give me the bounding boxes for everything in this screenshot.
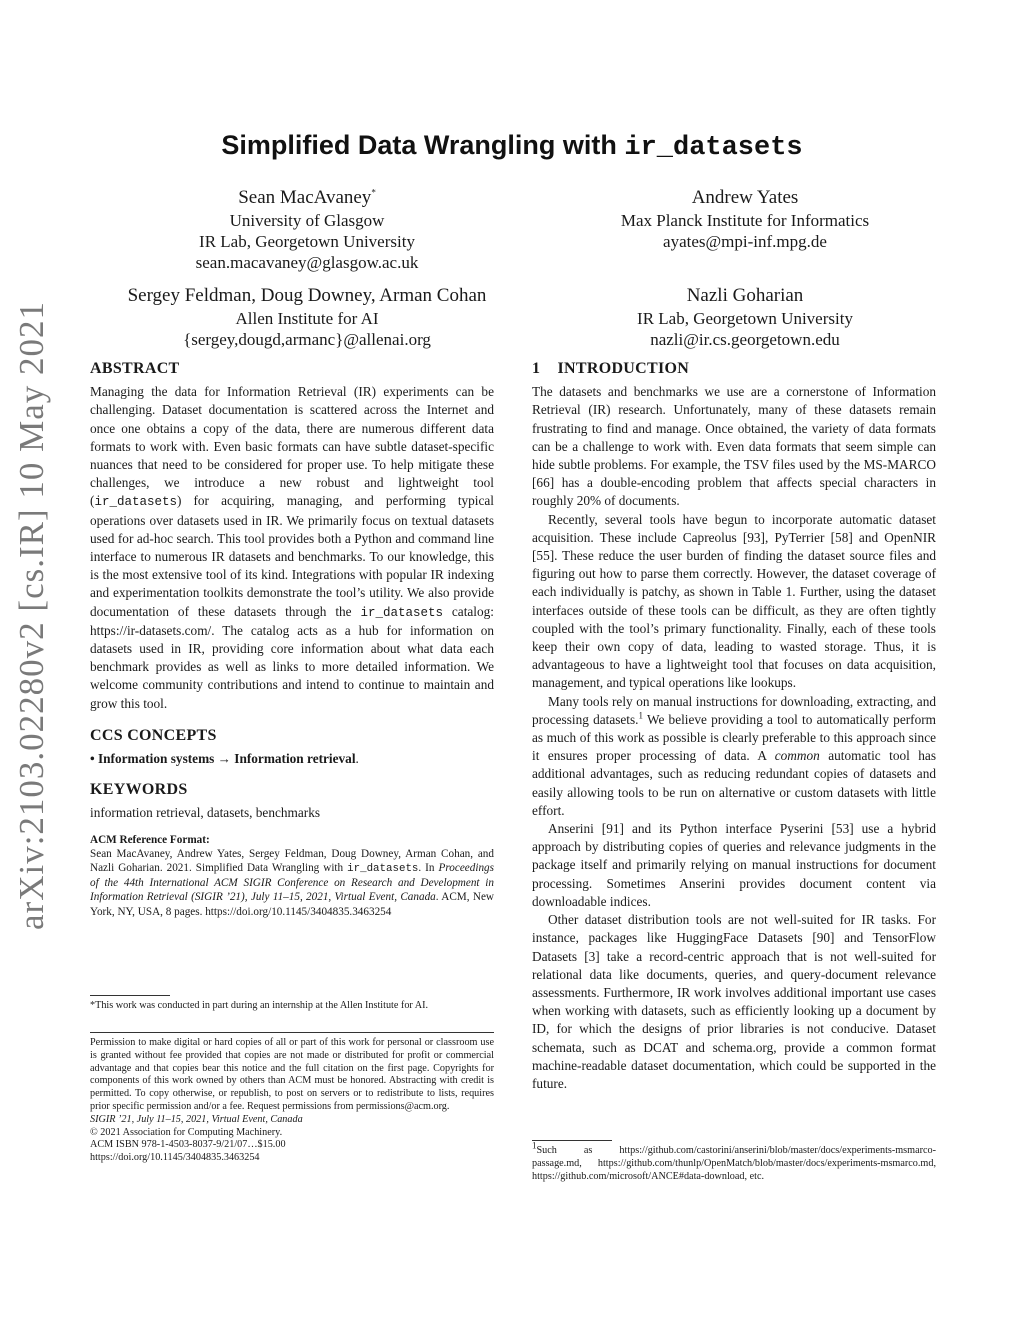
isbn-line: ACM ISBN 978-1-4503-8037-9/21/07…$15.00 [90,1139,286,1151]
footnote-rule [90,995,170,996]
permission-rule [90,1032,494,1033]
author-block-goharian [560,284,930,350]
intro-paragraph: Other dataset distribution tools are not well-suited for IR tasks. For instance, packages like HuggingFace Datasets [90] and TensorFlow Datasets [3] take a record-centric approach that is not well-suited for relational data like documents, queries, and query-document relevance assessments. Furthermore, IR work involves additional important use cases when working with datasets, such as efficiently looking up a document by ID, for which the designs of prior libraries is not conducive. Dataset schemata, such as DCAT and schema.org, provide a common format machine-readable dataset documentation, which could be supported in the future. [532,912,936,1091]
acm-reference-heading: ACM Reference Format: [90,833,210,846]
author-name: Andrew Yates [691,187,799,208]
author-block-macavaney [122,186,492,273]
author-email: sean.macavaney@glasgow.ac.uk [195,253,419,272]
author-affiliation: IR Lab, Georgetown University [199,232,415,251]
author-email: ayates@mpi-inf.mpg.de [663,232,827,251]
footnote-internship: *This work was conducted in part during an internship at the Allen Institute for AI. [90,1000,429,1011]
author-footnote-mark: * [371,187,376,198]
ccs-heading: CCS CONCEPTS [90,726,217,744]
footnote-rule [532,1140,612,1141]
intro-paragraph: Many tools rely on manual instructions for downloading, extracting, and processing datasets.$^1$ We believe providing a tool to automatically perform as much of this work as possible is clearly preferable to this approach since it ensures proper processing of data. A common automatic tool has additional advantages, such as reducing redundant copies of datasets and easily allowing tools to be run on alternative or custom datasets with little effort. [532,693,937,818]
author-affiliation: Max Planck Institute for Informatics [620,211,870,230]
permission-text: Permission to make digital or hard copies of all or part of this work for personal or classroom use is granted without fee provided that copies are not made or distributed for profit or commercial advantage and that copies bear this notice and the full citation on the first page. Copyrights for components of this work owned by others than ACM must be honored. Abstracting with credit is permitted. To copy otherwise, or republish, to post on servers or to redistribute to lists, requires prior specific permission and/or a fee. Request permissions from permissions@acm.org. [90,1037,494,1112]
copyright-line: © 2021 Association for Computing Machinery. [90,1126,283,1138]
permission-block [90,1037,494,1165]
intro-paragraph: Anserini [91] and its Python interface Pyserini [53] use a hybrid approach by distributing copies of queries and relevance judgments in the package itself and primarily relying on manual instructions for document processing. Sometimes Anserini provides document content via downloadable indices. [532,821,936,909]
arxiv-identifier: arXiv:2103.02280v2 [cs.IR] 10 May 2021 [12,300,51,930]
author-affiliation: Allen Institute for AI [235,309,379,328]
author-affiliation: IR Lab, Georgetown University [637,309,853,328]
abstract-heading: ABSTRACT [90,360,180,377]
author-name: Sean MacAvaney [238,187,372,208]
conference-line: SIGIR ’21, July 11–15, 2021, Virtual Event, Canada [90,1113,303,1125]
author-affiliation: University of Glasgow [229,211,385,230]
author-name: Sergey Feldman, Doug Downey, Arman Cohan [127,285,487,306]
ccs-text: • Information systems → Information retrieval. [90,751,359,767]
left-column [90,360,494,919]
abstract-text: Managing the data for Information Retrieval (IR) experiments can be challenging. Dataset documentation is scattered across the Internet and once one obtains a copy of the data, there are numerous different data formats to work with. Even basic formats can have subtle dataset-specific nuances that need to be considered for proper use. To help mitigate these challenges, we introduce a new robust and lightweight tool (ir_datasets) for acquiring, managing, and performing typical operations over datasets used in IR. We primarily focus on textual datasets used for ad-hoc search. This tool provides both a Python and command line interface to numerous IR datasets and benchmarks. To our knowledge, this is the most extensive tool of its kind. Integrations with popular IR indexing and experimentation toolkits demonstrate the tool’s utility. We also provide documentation of these datasets through the ir_datasets catalog: https://ir-datasets.com/. The catalog acts as a hub for information on datasets used in IR, providing core information about what data each benchmark provides as well as links to more detailed information. We welcome community contributions and intend to continue to maintain and grow this tool. [90,384,494,711]
author-block-yates [560,186,930,252]
acm-reference-text: Sean MacAvaney, Andrew Yates, Sergey Feldman, Doug Downey, Arman Cohan, and Nazli Goharian. 2021. Simplified Data Wrangling with ir_datasets. In Proceedings of the 44th International ACM SIGIR Conference on Research and Development in Information Retrieval (SIGIR ’21), July 11–15, 2021, Virtual Event, Canada. ACM, New York, NY, USA, 8 pages. https://doi.org/10.1145/3404835.3463254 [90,847,494,918]
doi-line: https://doi.org/10.1145/3404835.3463254 [90,1152,260,1164]
footnote-ref: 1 [638,710,643,721]
title-code: ir_datasets [624,133,803,163]
footnote-1: $^1$Such as https://github.com/castorini/anserini/blob/master/docs/experiments-msmarco-passage.md, https://github.com/thunlp/OpenMatch/blob/master/docs/experiments-msmarco.md, https://github.com/microsoft/ANCE#data-download, etc. [532,1140,936,1182]
introduction-heading: 1 INTRODUCTION [532,360,690,377]
title-text: Simplified Data Wrangling with [221,130,625,160]
keywords-text: information retrieval, datasets, benchmarks [90,805,321,821]
keywords-heading: KEYWORDS [90,781,188,799]
author-block-allen [92,284,522,350]
intro-paragraph: Recently, several tools have begun to incorporate automatic dataset acquisition. These include Capreolus [93], PyTerrier [58] and OpenNIR [55]. These reduce the user burden of finding the dataset source files and figuring out how to parse them correctly. However, the dataset coverage of each individually is patchy, as shown in Table 1. Further, using the dataset interfaces outside of these tools can be difficult, as they are often tightly coupled with the tool’s primary functionality. Finally, each of these tools keep their own copy of data, leading to wasted storage. Thus, it is advantageous to have a lightweight tool that focuses on data acquisition, management, and typical operations like lookups. [532,511,936,691]
right-column [532,360,936,1093]
author-email: nazli@ir.cs.georgetown.edu [650,330,840,349]
author-email: {sergey,dougd,armanc}@allenai.org [183,330,431,349]
paper-title [60,130,964,163]
author-name: Nazli Goharian [686,285,804,306]
intro-paragraph: The datasets and benchmarks we use are a cornerstone of Information Retrieval (IR) research. Unfortunately, many of these datasets remain frustrating to find and manage. Once obtained, the variety of data formats can be a challenge to work with. Even data formats that seem simple can hide subtle problems. For example, the TSV files used by the MS-MARCO [66] has a double-encoding problem that affects special characters in roughly 20% of documents. [532,384,936,509]
